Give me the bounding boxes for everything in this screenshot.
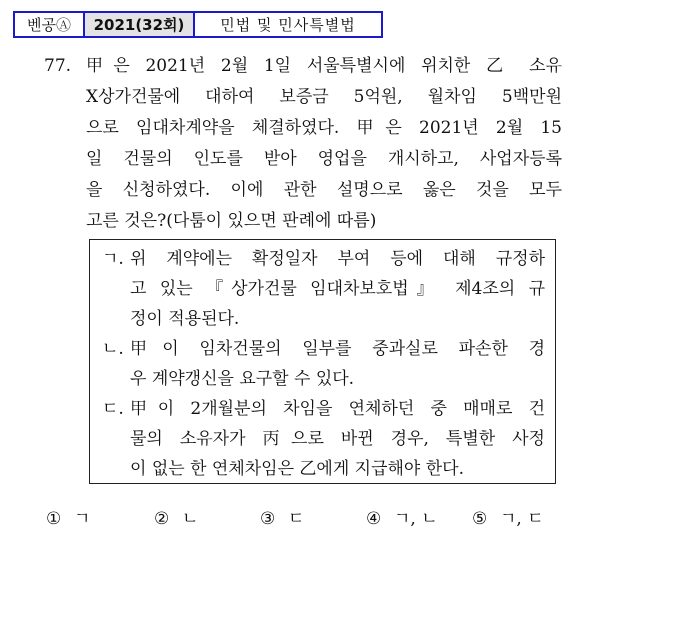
choice-1[interactable] [46, 504, 90, 529]
choice-2[interactable] [154, 504, 198, 529]
choice-number: ② [154, 509, 170, 529]
question-line: 을 신청하였다. 이에 관한 설명으로 옳은 것을 모두 [86, 180, 562, 200]
statement-line: 정이 적용된다. [130, 309, 240, 329]
question-line: 고른 것은?(다툼이 있으면 판례에 따름) [86, 211, 377, 231]
answer-choices [46, 504, 566, 532]
choice-text: ㄴ [182, 509, 199, 529]
choice-text: ㄷ [288, 509, 305, 529]
statement-line: 물의 소유자가 丙으로 바뀐 경우, 특별한 사정 [130, 429, 545, 449]
exam-header [13, 11, 383, 38]
statement-line: 우 계약갱신을 요구할 수 있다. [130, 369, 355, 389]
choice-3[interactable] [260, 504, 304, 529]
exam-series-label: 벤공Ⓐ [27, 16, 71, 34]
question-line: 甲은 2021년 2월 1일 서울특별시에 위치한 乙 소유 [86, 56, 562, 76]
statement-mark: ㄷ. [102, 399, 124, 419]
choice-text: ㄱ, ㄷ [500, 509, 544, 529]
choice-number: ③ [260, 509, 276, 529]
question-line: 일 건물의 인도를 받아 영업을 개시하고, 사업자등록 [86, 149, 562, 169]
statement-line: 甲이 2개월분의 차임을 연체하던 중 매매로 건 [130, 399, 545, 419]
question-line: 으로 임대차계약을 체결하였다. 甲은 2021년 2월 15 [86, 118, 562, 138]
choice-text: ㄱ, ㄴ [394, 509, 438, 529]
statement-line: 고 있는 『상가건물 임대차보호법』 제4조의 규 [130, 279, 545, 299]
question-line: X상가건물에 대하여 보증금 5억원, 월차임 5백만원 [86, 87, 562, 107]
exam-round-label: 2021(32회) [83, 13, 195, 36]
choice-number: ④ [366, 509, 382, 529]
statement-box [89, 239, 556, 484]
statement-line: 이 없는 한 연체차임은 乙에게 지급해야 한다. [130, 459, 465, 479]
statement-line: 위 계약에는 확정일자 부여 등에 대해 규정하 [130, 249, 545, 269]
question-number: 77. [44, 56, 72, 76]
choice-5[interactable] [472, 504, 544, 529]
statement-mark: ㄴ. [102, 339, 124, 359]
choice-number: ⑤ [472, 509, 488, 529]
choice-4[interactable] [366, 504, 438, 529]
statement-line: 甲이 임차건물의 일부를 중과실로 파손한 경 [130, 339, 545, 359]
choice-number: ① [46, 509, 62, 529]
exam-subject-label: 민법 및 민사특별법 [220, 16, 356, 34]
statement-mark: ㄱ. [102, 249, 124, 269]
choice-text: ㄱ [74, 509, 91, 529]
